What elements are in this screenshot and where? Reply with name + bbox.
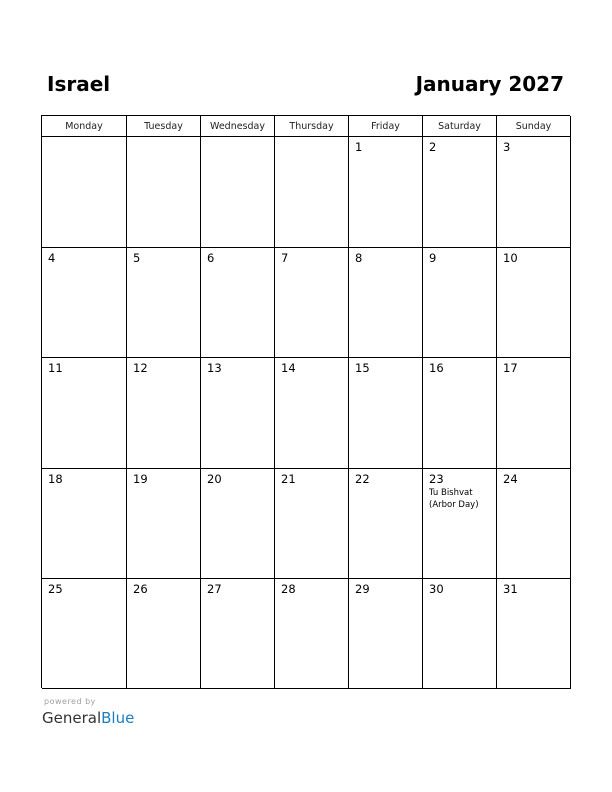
day-cell — [423, 358, 497, 469]
brand-blue: Blue — [101, 709, 135, 727]
day-number: 29 — [355, 582, 370, 596]
day-number: 20 — [207, 472, 222, 486]
day-number: 31 — [503, 582, 518, 596]
day-number: 23 — [429, 472, 444, 486]
day-number: 14 — [281, 361, 296, 375]
day-number: 24 — [503, 472, 518, 486]
calendar-grid — [41, 115, 570, 688]
day-cell — [127, 469, 201, 579]
day-cell — [201, 469, 275, 579]
day-cell — [497, 579, 571, 689]
day-cell — [201, 358, 275, 469]
brand-general: General — [42, 709, 102, 727]
day-number: 13 — [207, 361, 222, 375]
day-cell — [423, 579, 497, 689]
day-cell — [423, 137, 497, 248]
day-cell — [497, 358, 571, 469]
day-cell — [201, 248, 275, 358]
day-number: 8 — [355, 251, 363, 265]
day-cell — [349, 137, 423, 248]
weekday-header-sunday: Sunday — [497, 116, 571, 137]
day-number: 6 — [207, 251, 215, 265]
weekday-header-tuesday: Tuesday — [127, 116, 201, 137]
day-cell — [201, 579, 275, 689]
day-cell — [349, 579, 423, 689]
month-year-title: January 2027 — [415, 72, 564, 96]
day-number: 25 — [48, 582, 63, 596]
day-number: 17 — [503, 361, 518, 375]
day-cell — [275, 248, 349, 358]
day-cell — [497, 137, 571, 248]
day-cell — [275, 469, 349, 579]
day-number: 11 — [48, 361, 63, 375]
generalblue-logo — [42, 697, 134, 728]
day-cell — [127, 137, 201, 248]
day-number: 9 — [429, 251, 437, 265]
day-number: 18 — [48, 472, 63, 486]
day-cell — [349, 469, 423, 579]
brand-name — [42, 708, 134, 728]
day-cell — [497, 248, 571, 358]
day-number: 1 — [355, 140, 363, 154]
weekday-header-saturday: Saturday — [423, 116, 497, 137]
day-number: 15 — [355, 361, 370, 375]
day-number: 26 — [133, 582, 148, 596]
day-number: 30 — [429, 582, 444, 596]
day-number: 16 — [429, 361, 444, 375]
day-number: 7 — [281, 251, 289, 265]
day-cell — [127, 248, 201, 358]
powered-by-text: powered by — [44, 697, 96, 706]
day-number: 22 — [355, 472, 370, 486]
day-cell — [127, 579, 201, 689]
day-cell — [349, 248, 423, 358]
day-cell — [42, 248, 127, 358]
day-cell — [423, 469, 497, 579]
holiday-label: Tu Bishvat (Arbor Day) — [429, 488, 479, 510]
day-number: 27 — [207, 582, 222, 596]
day-number: 21 — [281, 472, 296, 486]
day-cell — [42, 358, 127, 469]
weekday-header-friday: Friday — [349, 116, 423, 137]
day-cell — [275, 579, 349, 689]
weekday-header-monday: Monday — [42, 116, 127, 137]
day-cell — [201, 137, 275, 248]
country-title: Israel — [47, 72, 111, 96]
day-cell — [127, 358, 201, 469]
day-number: 28 — [281, 582, 296, 596]
day-number: 2 — [429, 140, 437, 154]
day-cell — [275, 137, 349, 248]
day-cell — [42, 469, 127, 579]
day-cell — [423, 248, 497, 358]
weekday-header-thursday: Thursday — [275, 116, 349, 137]
day-number: 5 — [133, 251, 141, 265]
day-cell — [349, 358, 423, 469]
day-cell — [42, 579, 127, 689]
day-cell — [275, 358, 349, 469]
day-number: 4 — [48, 251, 56, 265]
weekday-header-wednesday: Wednesday — [201, 116, 275, 137]
day-cell — [497, 469, 571, 579]
day-number: 10 — [503, 251, 518, 265]
day-number: 12 — [133, 361, 148, 375]
day-number: 19 — [133, 472, 148, 486]
day-cell — [42, 137, 127, 248]
day-number: 3 — [503, 140, 511, 154]
